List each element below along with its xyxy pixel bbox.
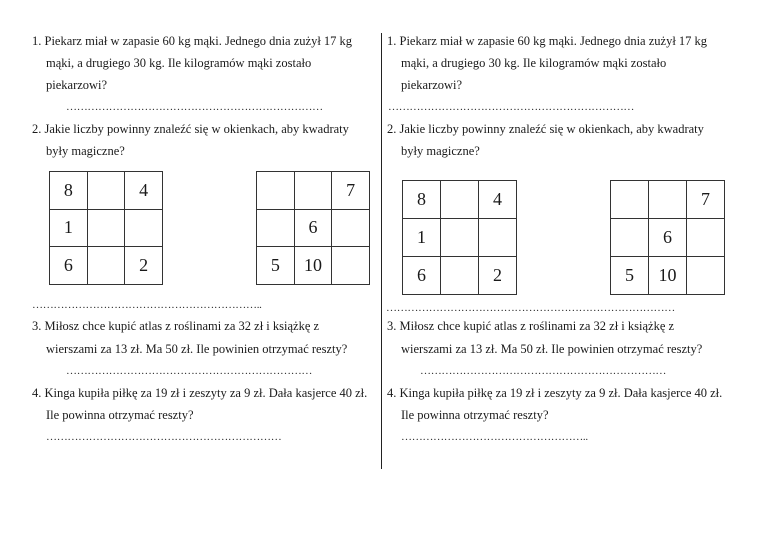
left-q1-line1: 1. Piekarz miał w zapasie 60 kg mąki. Jednego dnia zużył 17 kg	[32, 34, 353, 48]
magic-square-cell: 7	[332, 172, 370, 210]
left-q1-line2: mąki, a drugiego 30 kg. Ile kilogramów mąki zostało	[46, 56, 312, 70]
magic-square-cell[interactable]	[611, 181, 649, 219]
magic-square-cell: 5	[611, 257, 649, 295]
magic-square-cell: 5	[257, 247, 295, 285]
right-magic-square-b	[610, 180, 725, 295]
left-q3-answer-line[interactable]: ……………………………………………………………	[66, 365, 313, 377]
magic-square-cell: 10	[649, 257, 687, 295]
magic-square-cell[interactable]	[441, 181, 479, 219]
right-q1-line1: 1. Piekarz miał w zapasie 60 kg mąki. Jednego dnia zużył 17 kg	[387, 34, 708, 48]
magic-square-cell[interactable]	[332, 210, 370, 248]
magic-square-cell[interactable]	[687, 257, 725, 295]
left-q3-line2: wierszami za 13 zł. Ma 50 zł. Ile powinien otrzymać reszty?	[46, 342, 348, 356]
magic-square-cell[interactable]	[125, 210, 163, 248]
left-q2-answer-line[interactable]: ………………………………………………………..	[32, 299, 262, 311]
left-q3-line1: 3. Miłosz chce kupić atlas z roślinami za 32 zł i książkę z	[32, 319, 320, 333]
right-q4-line2: Ile powinna otrzymać reszty?	[401, 408, 549, 422]
magic-square-cell[interactable]	[649, 181, 687, 219]
left-q4-answer-line[interactable]: …………………………………………………………	[46, 431, 282, 443]
magic-square-cell: 6	[649, 219, 687, 257]
right-q2-line1: 2. Jakie liczby powinny znaleźć się w okienkach, aby kwadraty	[387, 122, 704, 136]
magic-square-cell[interactable]	[611, 219, 649, 257]
right-magic-square-a	[402, 180, 517, 295]
left-q2-line2: były magiczne?	[46, 144, 125, 158]
magic-square-cell[interactable]	[257, 172, 295, 210]
right-q1-line3: piekarzowi?	[401, 78, 463, 92]
magic-square-cell: 1	[50, 210, 88, 248]
magic-square-cell: 1	[403, 219, 441, 257]
magic-square-cell: 6	[403, 257, 441, 295]
magic-square-cell: 6	[50, 247, 88, 285]
right-q1-line2: mąki, a drugiego 30 kg. Ile kilogramów mąki zostało	[401, 56, 667, 70]
magic-square-cell[interactable]	[257, 210, 295, 248]
right-q2-answer-line[interactable]: ………………………………………………………………………	[386, 302, 675, 314]
magic-square-cell: 7	[687, 181, 725, 219]
magic-square-cell[interactable]	[295, 172, 333, 210]
column-divider	[381, 33, 382, 469]
left-q4-line1: 4. Kinga kupiła piłkę za 19 zł i zeszyty za 9 zł. Dała kasjerce 40 zł.	[32, 386, 368, 400]
magic-square-cell[interactable]	[88, 172, 126, 210]
left-q1-answer-line[interactable]: ………………………………………………………………	[66, 101, 323, 113]
magic-square-cell[interactable]	[88, 210, 126, 248]
magic-square-cell: 8	[50, 172, 88, 210]
magic-square-cell[interactable]	[687, 219, 725, 257]
right-q3-line2: wierszami za 13 zł. Ma 50 zł. Ile powinien otrzymać reszty?	[401, 342, 703, 356]
magic-square-cell[interactable]	[441, 257, 479, 295]
left-magic-square-b	[256, 171, 370, 285]
right-q2-line2: były magiczne?	[401, 144, 480, 158]
left-q2-line1: 2. Jakie liczby powinny znaleźć się w okienkach, aby kwadraty	[32, 122, 349, 136]
right-q3-line1: 3. Miłosz chce kupić atlas z roślinami za 32 zł i książkę z	[387, 319, 675, 333]
magic-square-cell: 6	[295, 210, 333, 248]
magic-square-cell[interactable]	[88, 247, 126, 285]
right-q4-answer-line[interactable]: ……………………………………………..	[401, 431, 588, 443]
magic-square-cell: 4	[479, 181, 517, 219]
right-q4-line1: 4. Kinga kupiła piłkę za 19 zł i zeszyty za 9 zł. Dała kasjerce 40 zł.	[387, 386, 723, 400]
magic-square-cell[interactable]	[332, 247, 370, 285]
magic-square-cell[interactable]	[441, 219, 479, 257]
left-q4-line2: Ile powinna otrzymać reszty?	[46, 408, 194, 422]
magic-square-cell: 10	[295, 247, 333, 285]
magic-square-cell: 2	[125, 247, 163, 285]
right-q3-answer-line[interactable]: ……………………………………………………………	[420, 365, 667, 377]
magic-square-cell[interactable]	[479, 219, 517, 257]
left-q1-line3: piekarzowi?	[46, 78, 108, 92]
right-q1-answer-line[interactable]: ……………………………………………………………	[388, 101, 635, 113]
magic-square-cell: 2	[479, 257, 517, 295]
left-magic-square-a	[49, 171, 163, 285]
magic-square-cell: 8	[403, 181, 441, 219]
magic-square-cell: 4	[125, 172, 163, 210]
